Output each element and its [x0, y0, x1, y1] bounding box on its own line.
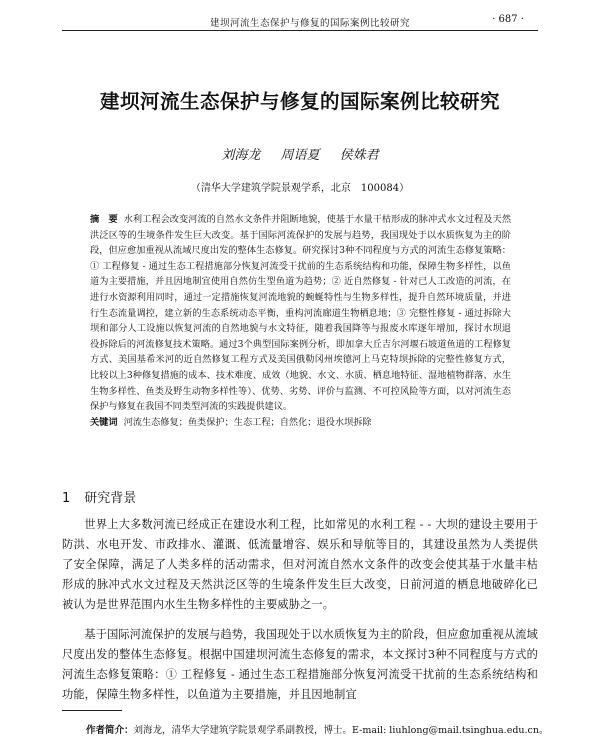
affiliation: （清华大学建筑学院景观学系，北京 100084） [190, 183, 410, 194]
author-3: 侯姝君 [339, 148, 379, 163]
keywords-label: 关键词 [90, 416, 118, 428]
authors [0, 144, 600, 163]
author-1: 刘海龙 [221, 148, 261, 163]
abstract [90, 212, 511, 430]
section-heading [62, 487, 136, 506]
paragraph-1: 世界上大多数河流已经成正在建设水利工程，比如常见的水利工程 - - 大坝的建设主要用于防洪、水电开发、市政排水、灌溉、低流量增容、娱乐和导航等目的，其建设虽然为人类提供了安全保障，满足了人类多样的活动需求，但对河流自然水文条件的改变会使其基于水量丰枯形成的脉冲式水文过程及天然洪泛区等的生境条件发生巨大改变，日前河道的栖息地破碎化已被认为是世界范围内水生生物多样性的主要威胁之一。 [62, 518, 538, 611]
paragraph-2: 基于国际河流保护的发展与趋势，我国现处于以水质恢复为主的阶段，但应愈加重视从流域尺度出发的整体生态修复。根据中国建坝河流生态修复的需求，本文探讨3种不同程度与方式的河流生态修复策略：① 工程修复 - 通过生态工程措施部分恢复河流受干扰前的生态系统结构和功能，保障生物多样性，以鱼道为主要措施，并且因地制宜 [62, 628, 538, 701]
author-2: 周语夏 [280, 148, 320, 163]
keywords-text: 河流生态修复；鱼类保护；生态工程；自然化；退役水坝拆除 [123, 416, 372, 428]
footnote [86, 722, 548, 736]
abstract-label: 摘 要 [90, 214, 118, 225]
paper-title: 建坝河流生态保护与修复的国际案例比较研究 [99, 90, 500, 113]
running-title: 建坝河流生态保护与修复的国际案例比较研究 [210, 18, 411, 29]
keywords [90, 415, 511, 431]
section-number: 1 [62, 491, 71, 506]
abstract-text: 水利工程会改变河流的自然水文条件并阻断地貌，使基于水量干枯形成的脉冲式水文过程及天然洪泛区等的生境条件发生巨大改变。基于国际河流保护的发展与趋势，我国现处于以水质恢复为主的阶段，但应愈加重视从流域尺度出发的整体生态修复。研究探讨3种不同程度与方式的河流生态修复策略：① 工程修复 - 通过生态工程措施部分恢复河流受干扰前的生态系统结构和功能，保障生物多样性，以鱼道为主要措施，并且因地制宜使用自然仿生型鱼道为趋势；② 近自然修复 - 针对已人工改造的河流，在进行水资源利用同时，通过一定措施恢复河流地貌的蜿蜒特性与生物多样性，提升自然环境质量，并进行生态流量调控，建立新的生态系统动态平衡，重构河流廊道生物栖息地；③ 完整性修复 - 通过拆除大坝和部分人工设施以恢复河流的自然地貌与水文特征，随着我国降等与报废水库逐年增加，探讨水坝退役拆除后的河流修复技术策略。通过3个典型国际案例分析，即加拿大丘吉尔河堰石坡道鱼道的工程修复方式、美国基希米河的近自然修复工程方式及美国俄勒冈州埃德河上马克特坝拆除的完整性修复方式，比较以上3种修复措施的成本、技术难度、成效（地貌、水文、水质、栖息地特征、湿地植物群落、水生生物多样性、鱼类及野生动物多样性等）、优势、劣势、评价与监测、不可控风险等方面，以对河流生态保护与修复在我国不同类型河流的实践提供建议。 [90, 214, 512, 413]
running-header [62, 12, 538, 31]
section-title: 研究背景 [84, 491, 137, 506]
page-number: · 687 · [492, 14, 524, 25]
footnote-text: 刘海龙，清华大学建筑学院景观学系副教授，博士。E-mail: liuhlong@mail.tsinghua.edu.cn。 [133, 725, 549, 736]
footnote-label: 作者简介： [86, 725, 134, 736]
footnote-rule [62, 710, 122, 711]
